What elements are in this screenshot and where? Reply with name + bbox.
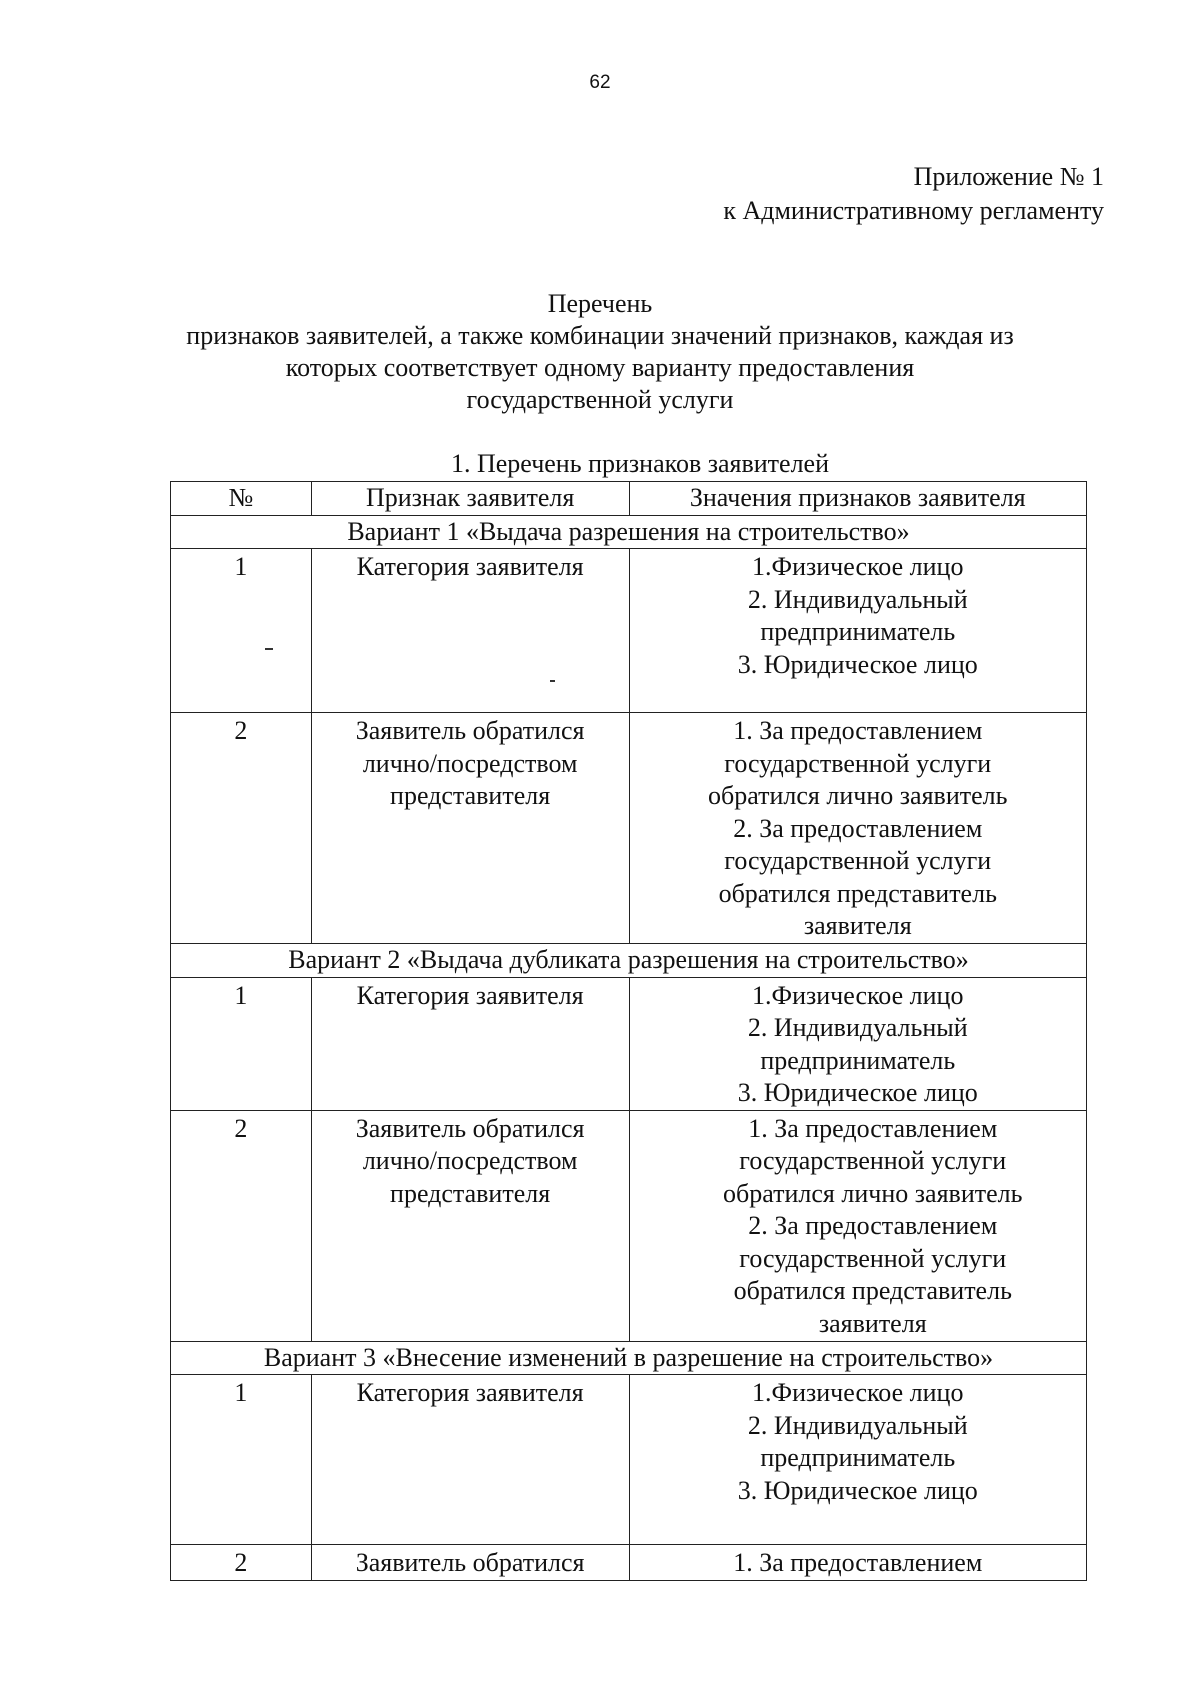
value-line: 1. За предоставлением xyxy=(733,1548,983,1577)
page-number: 62 xyxy=(589,72,611,93)
row-number: 2 xyxy=(171,1545,312,1581)
row-number: 1 xyxy=(171,977,312,1110)
scan-speck xyxy=(550,680,555,682)
title-line-3: которых соответствует одному варианту предоставления xyxy=(285,353,915,382)
row-number: 2 xyxy=(171,1110,312,1341)
header-number: № xyxy=(171,482,312,516)
value-line: 1.Физическое лицо xyxy=(752,980,964,1010)
appendix-line-1: Приложение № 1 xyxy=(913,162,1104,191)
header-values: Значения признаков заявителя xyxy=(629,482,1086,516)
value-line: обратился представитель xyxy=(733,1276,1012,1305)
variant-row xyxy=(171,944,1087,978)
row-values xyxy=(629,713,1086,944)
row-attribute: Заявитель обратился лично/посредством представителя xyxy=(311,1110,629,1341)
value-line: заявителя xyxy=(818,1308,927,1338)
table-row xyxy=(171,977,1087,1110)
header-attribute: Признак заявителя xyxy=(311,482,629,516)
table-row xyxy=(171,1375,1087,1545)
row-values xyxy=(629,549,1086,713)
row-values xyxy=(629,977,1086,1110)
table-row xyxy=(171,549,1087,713)
applicant-attributes-table xyxy=(170,481,1087,1581)
value-line: государственной услуги xyxy=(724,846,992,875)
value-line: государственной услуги xyxy=(739,1243,1007,1273)
table-row xyxy=(171,1110,1087,1341)
value-line: обратился лично заявитель xyxy=(723,1178,1023,1208)
document-title xyxy=(130,288,1070,416)
variant-row xyxy=(171,1341,1087,1375)
value-line: 1.Физическое лицо xyxy=(752,552,964,581)
appendix-header xyxy=(723,160,1104,228)
value-line: 1. За предоставлением xyxy=(733,716,983,745)
value-line: 2. За предоставлением xyxy=(748,1211,998,1240)
title-line-1: Перечень xyxy=(547,289,653,318)
title-line-2: признаков заявителей, а также комбинации значений признаков, каждая из xyxy=(186,321,1014,350)
row-attribute: Категория заявителя xyxy=(311,1375,629,1545)
table-row xyxy=(171,713,1087,944)
table-header-row xyxy=(171,482,1087,516)
value-line: 2. Индивидуальный xyxy=(747,1013,968,1042)
value-line: 3. Юридическое лицо xyxy=(737,1078,978,1107)
value-line: 1.Физическое лицо xyxy=(752,1378,964,1407)
title-line-4: государственной услуги xyxy=(466,385,734,414)
value-line: 3. Юридическое лицо xyxy=(737,649,978,679)
value-line: государственной услуги xyxy=(739,1146,1007,1175)
value-line: обратился лично заявитель xyxy=(708,781,1008,810)
variant-title: Вариант 1 «Выдача разрешения на строительство» xyxy=(171,515,1087,549)
row-attribute: Категория заявителя xyxy=(311,549,629,713)
variant-row xyxy=(171,515,1087,549)
value-line: 3. Юридическое лицо xyxy=(737,1475,978,1505)
row-number: 2 xyxy=(171,713,312,944)
row-number: 1 xyxy=(171,549,312,713)
value-line: обратился представитель xyxy=(718,878,997,908)
value-line: заявителя xyxy=(803,911,912,940)
row-values xyxy=(629,1545,1086,1581)
row-values xyxy=(629,1110,1086,1341)
row-values xyxy=(629,1375,1086,1545)
value-line: 2. Индивидуальный xyxy=(747,584,968,614)
row-number: 1 xyxy=(171,1375,312,1545)
table-row xyxy=(171,1545,1087,1581)
value-line: 2. Индивидуальный xyxy=(747,1410,968,1440)
value-line: предприниматель xyxy=(760,617,956,646)
value-line: государственной услуги xyxy=(724,748,992,778)
variant-title: Вариант 3 «Внесение изменений в разрешение на строительство» xyxy=(171,1341,1087,1375)
row-attribute: Категория заявителя xyxy=(311,977,629,1110)
row-attribute: Заявитель обратился лично/посредством представителя xyxy=(311,713,629,944)
scan-speck xyxy=(265,648,273,650)
appendix-line-2: к Административному регламенту xyxy=(723,196,1104,225)
value-line: 1. За предоставлением xyxy=(748,1113,998,1143)
variant-title: Вариант 2 «Выдача дубликата разрешения на строительство» xyxy=(171,944,1087,978)
value-line: 2. За предоставлением xyxy=(733,813,983,843)
section-title: 1. Перечень признаков заявителей xyxy=(450,449,830,478)
value-line: предприниматель xyxy=(760,1045,956,1075)
value-line: предприниматель xyxy=(760,1443,956,1472)
row-attribute: Заявитель обратился xyxy=(311,1545,629,1581)
